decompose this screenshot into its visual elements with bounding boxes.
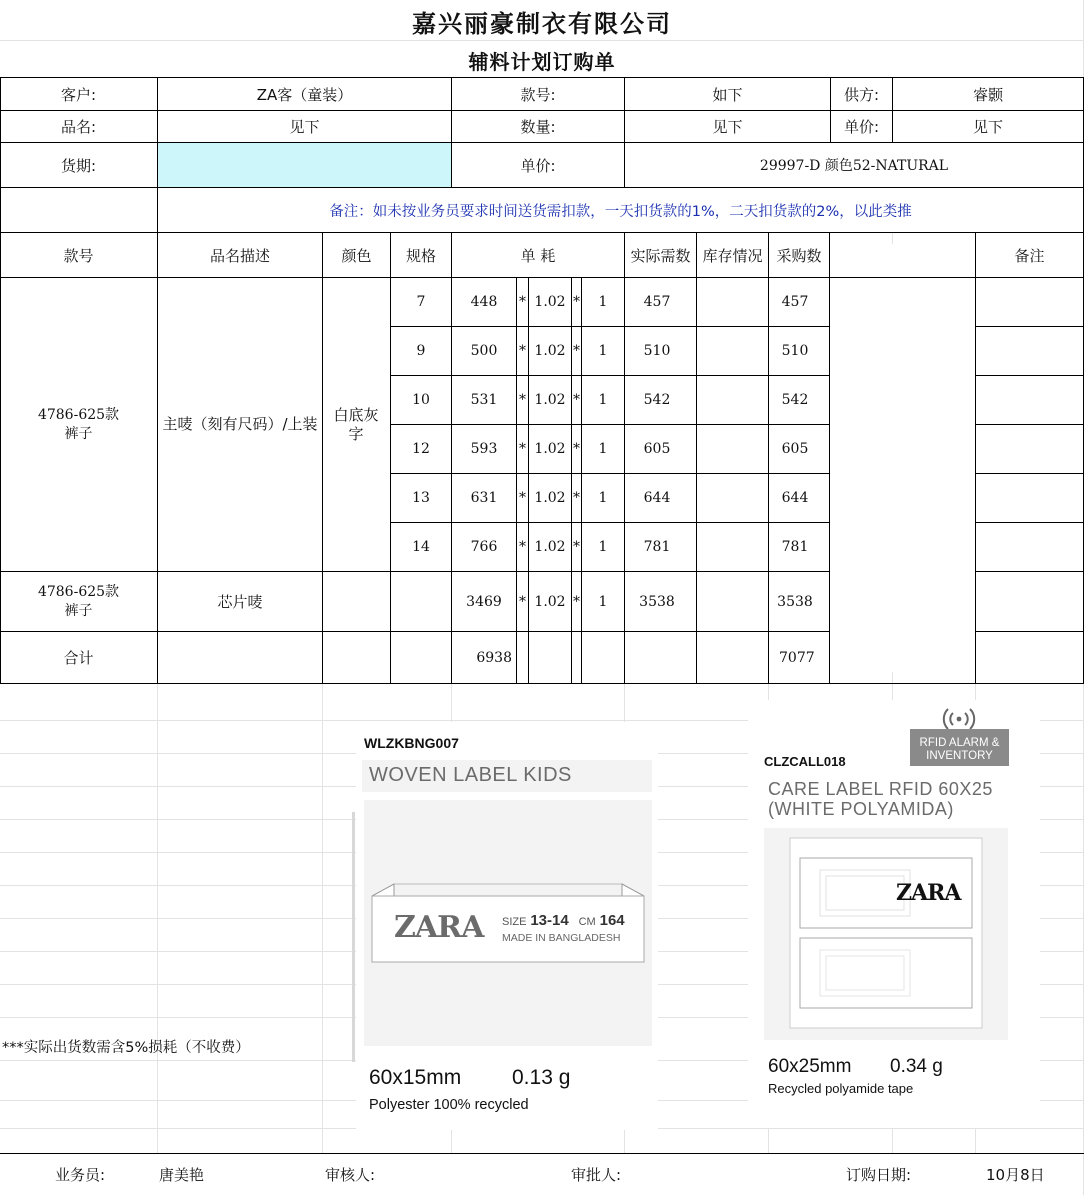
table-border (975, 473, 1084, 474)
row-purchase: 605 (781, 441, 809, 457)
group2-qty: 3469 (466, 593, 502, 610)
row-op1: * (519, 294, 526, 310)
group1-color: 白底灰字 (333, 405, 379, 443)
row-need: 605 (643, 441, 671, 457)
row-qty: 531 (470, 392, 498, 408)
grid-line (322, 684, 323, 1154)
woven-label-brand: ZARA (394, 910, 484, 945)
row-qty: 766 (470, 539, 498, 555)
table-border (0, 1153, 1084, 1154)
table-border (975, 424, 1084, 425)
row-op2: * (573, 343, 580, 359)
row-purchase: 542 (781, 392, 809, 408)
group2-desc: 芯片唛 (217, 593, 263, 611)
company-name: 嘉兴丽豪制衣有限公司 (412, 8, 672, 38)
care-label-code: CLZCALL018 (764, 754, 846, 769)
grid-line (0, 40, 1084, 41)
table-border (975, 571, 1084, 572)
row-qty: 500 (470, 343, 498, 359)
group1-style-no: 4786-625款 裤子 (37, 406, 120, 442)
row-mult: 1 (598, 490, 608, 506)
col-header-purchase: 采购数 (776, 246, 822, 265)
table-border (975, 631, 1084, 632)
table-border (975, 326, 1084, 327)
table-border (829, 232, 830, 684)
row-purchase: 510 (781, 343, 809, 359)
group2-op1: * (519, 593, 526, 610)
col-header-consumption: 单 耗 (520, 246, 556, 265)
group2-purchase: 3538 (777, 593, 813, 610)
care-label-dims: 60x25mm (768, 1056, 852, 1077)
row-size: 14 (412, 539, 430, 555)
group2-style-no: 4786-625款 裤子 (37, 583, 120, 619)
rfid-signal-icon (940, 705, 978, 729)
document-title: 辅料计划订购单 (468, 49, 616, 74)
woven-cm-prefix: CM (578, 916, 596, 928)
approver-label: 审批人: (571, 1165, 622, 1184)
col-header-actual-need: 实际需数 (630, 246, 691, 265)
qty-value: 见下 (712, 118, 743, 136)
woven-label-code: WLZKBNG007 (364, 735, 459, 751)
style-no-label: 款号: (520, 85, 556, 104)
row-size: 9 (416, 343, 426, 359)
group2-factor: 1.02 (534, 593, 566, 610)
row-op2: * (573, 441, 580, 457)
row-factor: 1.02 (534, 294, 566, 310)
table-border (696, 232, 697, 684)
salesperson-label: 业务员: (54, 1165, 106, 1184)
row-op1: * (519, 392, 526, 408)
row-factor: 1.02 (534, 490, 566, 506)
woven-label-size-line (502, 912, 625, 929)
care-label-weight: 0.34 g (890, 1056, 943, 1077)
woven-label-image (364, 800, 652, 1046)
delivery-value-cell[interactable] (158, 143, 451, 187)
order-date-value: 10月8日 (986, 1165, 1045, 1184)
group1-desc: 主唛（刻有尺码）/上装 (162, 415, 318, 433)
row-op1: * (519, 490, 526, 506)
grid-line (157, 684, 158, 1154)
row-factor: 1.02 (534, 343, 566, 359)
table-border (975, 522, 1084, 523)
row-factor: 1.02 (534, 539, 566, 555)
customer-value: ZA客（童装） (256, 85, 353, 104)
row-mult: 1 (598, 392, 608, 408)
row-purchase: 781 (781, 539, 809, 555)
product-label: 品名: (60, 118, 97, 136)
order-date-label: 订购日期: (846, 1165, 912, 1184)
table-border (975, 375, 1084, 376)
row-mult: 1 (598, 294, 608, 310)
group2-need: 3538 (639, 593, 675, 610)
col-header-color: 颜色 (341, 246, 372, 265)
rfid-badge-line1: RFID ALARM & (919, 737, 1000, 749)
row-qty: 631 (470, 490, 498, 506)
customer-label: 客户: (60, 85, 97, 104)
group2-mult: 1 (598, 593, 608, 610)
grid-line (892, 232, 893, 244)
style-no-value: 如下 (712, 85, 743, 104)
unit-price-label: 单价: (843, 118, 880, 136)
row-op2: * (573, 490, 580, 506)
row-size: 13 (412, 490, 430, 506)
table-border (322, 232, 323, 684)
row-size: 12 (412, 441, 430, 457)
row-need: 781 (643, 539, 671, 555)
total-qty: 6938 (476, 649, 512, 666)
wastage-note: ***实际出货数需含5%损耗（不收费） (2, 1040, 250, 1056)
woven-label-title: WOVEN LABEL KIDS (369, 764, 572, 786)
row-size: 10 (412, 392, 430, 408)
row-op1: * (519, 539, 526, 555)
row-need: 510 (643, 343, 671, 359)
row-mult: 1 (598, 343, 608, 359)
penalty-note: 备注：如未按业务员要求时间送货需扣款，一天扣货款的1%，二天扣货款的2%，以此类推 (329, 203, 912, 220)
total-purchase: 7077 (779, 649, 815, 666)
col-header-desc: 品名描述 (209, 246, 270, 265)
woven-size-value: 13-14 (530, 912, 569, 929)
total-label: 合计 (63, 649, 94, 667)
col-header-remark: 备注 (1014, 246, 1045, 265)
woven-cm-value: 164 (599, 912, 625, 929)
care-label-title-line1: CARE LABEL RFID 60X25 (768, 779, 993, 799)
row-purchase: 457 (781, 294, 809, 310)
row-factor: 1.02 (534, 392, 566, 408)
row-qty: 448 (470, 294, 498, 310)
supplier-value: 睿颢 (972, 85, 1003, 104)
care-label-brand: ZARA (896, 880, 961, 906)
row-op1: * (519, 343, 526, 359)
row-op2: * (573, 294, 580, 310)
col-header-style-no: 款号 (63, 246, 94, 265)
delivery-label: 货期: (60, 156, 97, 175)
table-border (975, 232, 976, 684)
woven-label-material: Polyester 100% recycled (369, 1097, 529, 1113)
row-mult: 1 (598, 539, 608, 555)
col-header-size: 规格 (405, 246, 436, 265)
woven-label-weight: 0.13 g (512, 1066, 571, 1089)
woven-label-dims: 60x15mm (369, 1066, 462, 1089)
rfid-badge-line2: INVENTORY (926, 750, 993, 762)
reviewer-label: 审核人: (325, 1165, 376, 1184)
row-size: 7 (416, 294, 426, 310)
unit-price2-value: 29997-D 颜色52-NATURAL (759, 158, 949, 174)
care-label-title-line2: (WHITE POLYAMIDA) (768, 799, 954, 819)
woven-label-made-in: MADE IN BANGLADESH (502, 932, 621, 944)
group2-op2: * (573, 593, 580, 610)
unit-price2-label: 单价: (520, 156, 556, 175)
cell-border (352, 812, 355, 1062)
table-border (0, 683, 1084, 684)
col-header-stock: 库存情况 (702, 246, 763, 265)
care-label-drawing (764, 828, 1008, 1040)
qty-label: 数量: (520, 118, 556, 136)
row-factor: 1.02 (534, 441, 566, 457)
row-purchase: 644 (781, 490, 809, 506)
care-label-image (764, 828, 1008, 1040)
row-qty: 593 (470, 441, 498, 457)
row-op1: * (519, 441, 526, 457)
row-need: 457 (643, 294, 671, 310)
row-need: 542 (643, 392, 671, 408)
row-mult: 1 (598, 441, 608, 457)
salesperson-value: 唐美艳 (159, 1165, 205, 1184)
unit-price-value: 见下 (972, 118, 1003, 136)
product-value: 见下 (289, 118, 320, 136)
row-op2: * (573, 392, 580, 408)
row-need: 644 (643, 490, 671, 506)
woven-size-prefix: SIZE (502, 916, 527, 928)
care-label-material: Recycled polyamide tape (768, 1081, 914, 1096)
supplier-label: 供方: (843, 85, 880, 104)
row-op2: * (573, 539, 580, 555)
